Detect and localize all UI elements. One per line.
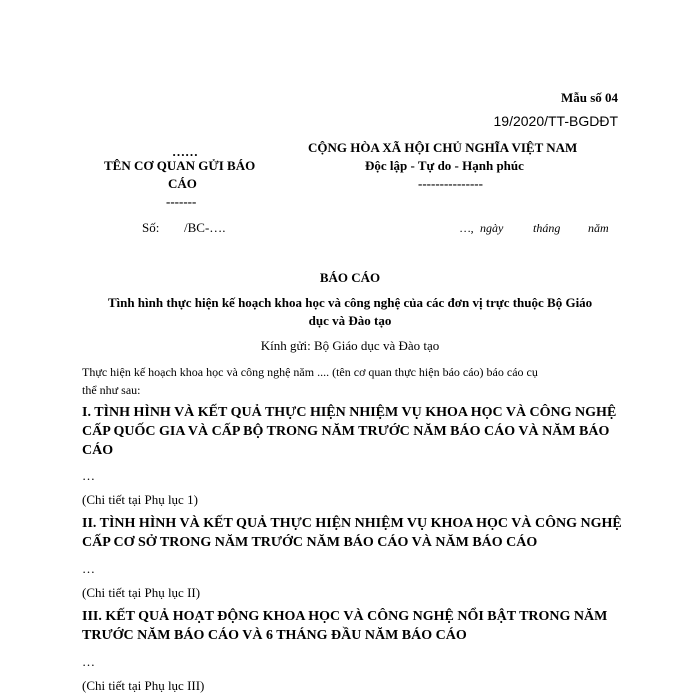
agency-name-line1: TÊN CƠ QUAN GỬI BÁO (104, 158, 256, 173)
section-2-heading-line2: CẤP CƠ SỞ TRONG NĂM TRƯỚC NĂM BÁO CÁO VÀ NĂM BÁO CÁO (82, 535, 538, 550)
date-nam: năm (588, 221, 609, 235)
left-header-dots: …… (172, 144, 198, 159)
section-2-heading-line1: II. TÌNH HÌNH VÀ KẾT QUẢ THỰC HIỆN NHIỆM VỤ KHOA HỌC VÀ CÔNG NGHỆ (82, 516, 622, 531)
date-dots: …, (460, 221, 474, 235)
circular-number: 19/2020/TT-BGDĐT (493, 113, 618, 129)
section-3-heading-line2: TRƯỚC NĂM BÁO CÁO VÀ 6 THÁNG ĐẦU NĂM BÁO CÁO (82, 628, 467, 643)
section-2-detail: (Chi tiết tại Phụ lục II) (82, 585, 201, 600)
so-label: Số: (142, 220, 160, 235)
agency-name-line2: CÁO (168, 176, 197, 191)
recipient-line: Kính gửi: Bộ Giáo dục và Đào tạo (260, 338, 440, 353)
section-3-ellipsis: … (82, 654, 95, 669)
intro-line1: Thực hiện kế hoạch khoa học và công nghệ năm .... (tên cơ quan thực hiện báo cáo) báo cáo cụ (82, 365, 538, 379)
section-1-heading-line2: CẤP QUỐC GIA VÀ CẤP BỘ TRONG NĂM TRƯỚC NĂM BÁO CÁO VÀ NĂM BÁO (82, 424, 610, 439)
section-1-heading-line3: CÁO (82, 443, 114, 458)
so-value: /BC-…. (184, 220, 226, 235)
section-2-ellipsis: … (82, 561, 95, 576)
section-3-detail: (Chi tiết tại Phụ lục III) (82, 678, 205, 693)
republic-title: CỘNG HÒA XÃ HỘI CHỦ NGHĨA VIỆT NAM (308, 140, 578, 155)
section-1-ellipsis: … (82, 468, 95, 483)
date-thang: tháng (533, 221, 561, 235)
left-header-dashes: ------- (166, 194, 197, 209)
section-3-heading-line1: III. KẾT QUẢ HOẠT ĐỘNG KHOA HỌC VÀ CÔNG NGHỆ NỔI BẬT TRONG NĂM (82, 609, 608, 624)
intro-line2: thể như sau: (82, 383, 141, 397)
section-1-detail: (Chi tiết tại Phụ lục 1) (82, 492, 198, 507)
report-title: BÁO CÁO (319, 270, 381, 285)
section-1-heading-line1: I. TÌNH HÌNH VÀ KẾT QUẢ THỰC HIỆN NHIỆM VỤ KHOA HỌC VÀ CÔNG NGHỆ (82, 405, 617, 420)
right-header-dashes: --------------- (418, 176, 483, 191)
report-subtitle-line1: Tình hình thực hiện kế hoạch khoa học và công nghệ của các đơn vị trực thuộc Bộ Giáo (107, 295, 593, 310)
date-ngay: ngày (480, 221, 504, 235)
report-subtitle-line2: dục và Đào tạo (308, 313, 392, 328)
motto: Độc lập - Tự do - Hạnh phúc (365, 158, 524, 173)
form-number: Mẫu số 04 (560, 90, 618, 105)
